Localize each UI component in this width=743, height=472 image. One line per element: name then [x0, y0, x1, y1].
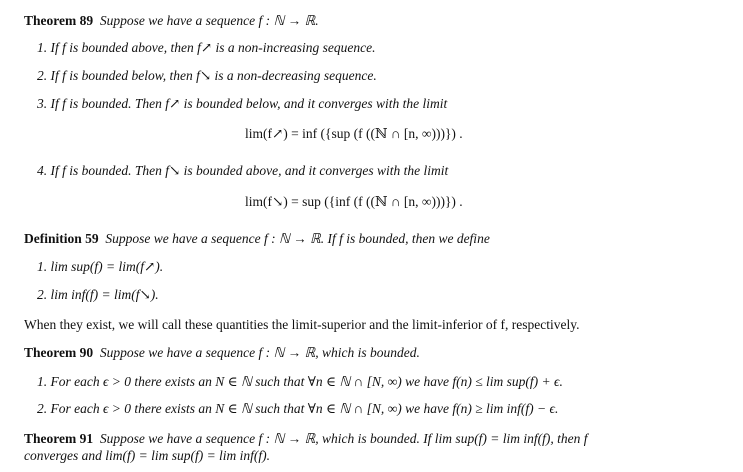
list-item: 1. lim sup(f) = lim(f↗).: [37, 259, 164, 274]
theorem-statement: Suppose we have a sequence f : ℕ → ℝ.: [99, 13, 319, 28]
display-equation: lim(f↗) = inf ({sup (f ((ℕ ∩ [n, ∞)))}) .: [245, 126, 463, 141]
theorem-89: [24, 13, 319, 29]
theorem-label: Theorem 91: [24, 431, 94, 446]
list-item: 2. If f is bounded below, then f↘ is a non-decreasing sequence.: [37, 68, 377, 83]
theorem-statement: Suppose we have a sequence f : ℕ → ℝ, which is bounded.: [99, 345, 420, 360]
theorem-91: [24, 431, 588, 447]
definition-statement: Suppose we have a sequence f : ℕ → ℝ. If f is bounded, then we define: [105, 231, 490, 246]
definition-59: [24, 231, 490, 247]
definition-label: Definition 59: [24, 231, 99, 246]
list-item: 2. lim inf(f) = lim(f↘).: [37, 287, 159, 302]
display-equation: lim(f↘) = sup ({inf (f ((ℕ ∩ [n, ∞)))}) .: [245, 194, 463, 209]
list-item: 4. If f is bounded. Then f↘ is bounded above, and it converges with the limit: [37, 163, 449, 178]
list-item: 1. If f is bounded above, then f↗ is a non-increasing sequence.: [37, 40, 376, 55]
list-item: 3. If f is bounded. Then f↗ is bounded below, and it converges with the limit: [37, 96, 448, 111]
theorem-statement: Suppose we have a sequence f : ℕ → ℝ, which is bounded. If lim sup(f) = lim inf(f), then f: [99, 431, 588, 446]
theorem-statement-continued: converges and lim(f) = lim sup(f) = lim inf(f).: [24, 448, 271, 463]
paragraph: When they exist, we will call these quantities the limit-superior and the limit-inferior of f, respectively.: [24, 317, 580, 332]
theorem-label: Theorem 89: [24, 13, 94, 28]
theorem-90: [24, 345, 420, 361]
list-item: 2. For each ϵ > 0 there exists an N ∈ ℕ such that ∀n ∈ ℕ ∩ [N, ∞) we have f(n) ≥ lim inf(f) − ϵ.: [37, 401, 559, 416]
theorem-label: Theorem 90: [24, 345, 94, 360]
list-item: 1. For each ϵ > 0 there exists an N ∈ ℕ such that ∀n ∈ ℕ ∩ [N, ∞) we have f(n) ≤ lim sup(f) + ϵ.: [37, 374, 563, 389]
